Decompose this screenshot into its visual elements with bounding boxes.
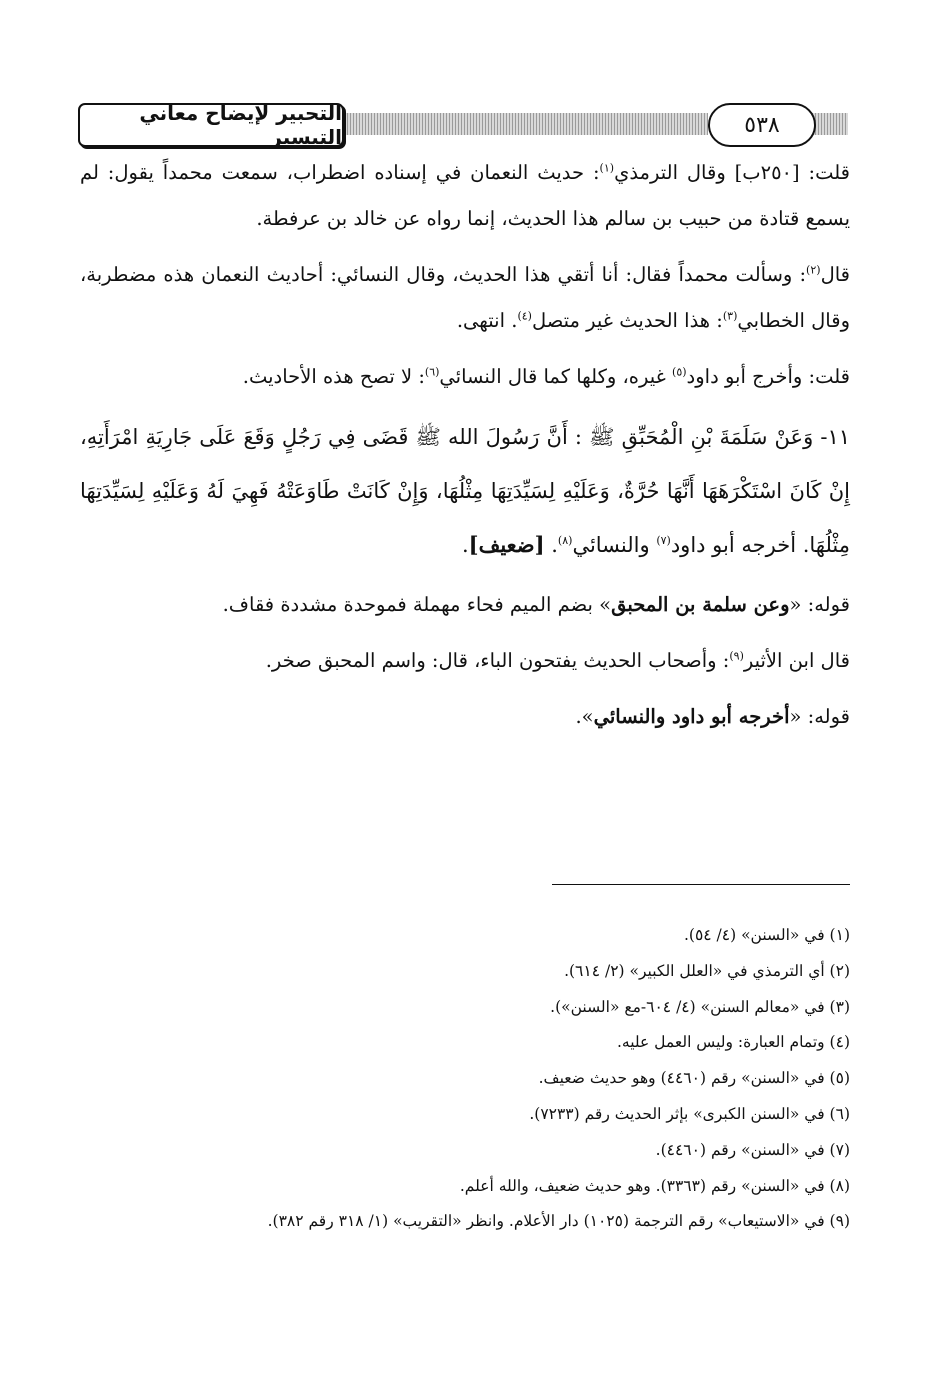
text-span: » بضم الميم فحاء مهملة فموحدة مشددة فقاف. xyxy=(222,593,612,616)
footnote-ref: (١) xyxy=(599,161,615,175)
footnote-6: (٦) في «السنن الكبرى» بإثر الحديث رقم (٧٢٣٣). xyxy=(529,1104,850,1123)
hadith-text: ١١- وَعَنْ سَلَمَةَ بْنِ الْمُحَبِّقِ ﷺ : أَنَّ رَسُولَ الله ﷺ قَضَى فِي رَجُلٍ وَقَعَ عَلَى جَارِيَةِ امْرَأَتِهِ، إِنْ كَانَ اسْتَكْرَهَهَا أَنَّهَا حُرَّةٌ، وَعَلَيْهِ لِسَيِّدَتِهَا مِثْلُهَا، وَإِنْ كَانَتْ طَاوَعَتْهُ فَهِيَ لَهُ وَعَلَيْهِ لِسَيِّدَتِهَا مِثْلُهَا. أخرجه أبو داود xyxy=(80,425,850,557)
text-span: : هذا الحديث غير متصل xyxy=(531,309,723,332)
quoted-phrase: أخرجه أبو داود والنسائي xyxy=(593,705,790,728)
footnote-3: (٣) في «معالم السنن» (٤/ ٦٠٤-مع «السنن»). xyxy=(550,997,850,1016)
paragraph-tirmidhi xyxy=(80,150,850,242)
quoted-phrase: وعن سلمة بن المحبق xyxy=(611,593,790,616)
text-span: قلت: [٢٥٠ب] وقال الترمذي xyxy=(614,161,850,184)
paragraph-khattabi xyxy=(80,252,850,344)
text-span: . انتهى. xyxy=(456,309,518,332)
footnote-separator xyxy=(552,884,850,885)
header-decorative-band xyxy=(338,113,708,135)
footnote-7: (٧) في «السنن» رقم (٤٤٦٠). xyxy=(655,1140,850,1159)
text-span: : لا تصح هذه الأحاديث. xyxy=(242,365,425,388)
footnote-9: (٩) في «الاستيعاب» رقم الترجمة (١٠٢٥) دار الأعلام. وانظر «التقريب» (١/ ٣١٨ رقم ٣٨٢). xyxy=(267,1212,850,1231)
footnote-4: (٤) وتمام العبارة: وليس العمل عليه. xyxy=(616,1033,850,1052)
footnote-ref: (٦) xyxy=(424,365,440,379)
text-span: والنسائي xyxy=(572,533,657,557)
text-span: . xyxy=(544,533,558,557)
text-span: . xyxy=(461,533,469,557)
text-span: قلت: وأخرج أبو داود xyxy=(686,365,850,388)
footnote-2: (٢) أي الترمذي في «العلل الكبير» (٢/ ٦١٤). xyxy=(564,961,850,980)
footnote-ref: (٧) xyxy=(656,534,671,547)
text-span: غيره، وكلها كما قال النسائي xyxy=(439,365,673,388)
main-text xyxy=(80,150,850,740)
text-span: قال ابن الأثير xyxy=(743,649,850,672)
hadith-11 xyxy=(80,410,850,572)
footnote-ref: (٨) xyxy=(557,534,573,547)
page-header xyxy=(78,103,848,149)
commentary-1 xyxy=(80,582,850,628)
footnote-8: (٨) في «السنن» رقم (٣٣٦٣). وهو حديث ضعيف، والله أعلم. xyxy=(459,1176,850,1195)
footnote-ref: (٥) xyxy=(672,365,687,379)
paragraph-abu-dawud xyxy=(80,354,850,400)
footnote-ref: (٢) xyxy=(806,263,821,277)
text-span: ». xyxy=(575,705,594,728)
running-title: التحبير لإيضاح معاني التيسير xyxy=(78,103,344,147)
footnote-1: (١) في «السنن» (٤/ ٥٤). xyxy=(683,926,850,944)
footnote-ref: (٣) xyxy=(722,309,738,323)
text-span: : حديث النعمان في إسناده اضطراب، سمعت محمداً يقول: لم يسمع قتادة من حبيب بن سالم هذا الحديث، إنما رواه عن خالد بن عرفطة. xyxy=(80,161,850,230)
text-span: قال xyxy=(820,263,850,286)
text-span: : وأصحاب الحديث يفتحون الباء، قال: واسم المحبق صخر. xyxy=(265,649,730,672)
hadith-grade: [ضعيف] xyxy=(468,532,545,557)
text-span: قوله: « xyxy=(789,705,850,728)
header-decorative-band-end xyxy=(812,113,848,135)
page-number: ٥٣٨ xyxy=(708,103,816,147)
footnote-ref: (٤) xyxy=(517,309,532,323)
footnote-5: (٥) في «السنن» رقم (٤٤٦٠) وهو حديث ضعيف. xyxy=(538,1069,850,1088)
text-span: : وسألت محمداً فقال: أنا أتقي هذا الحديث، وقال النسائي: أحاديث النعمان هذه مضطربة، وقال الخطابي xyxy=(80,263,850,332)
commentary-3 xyxy=(80,694,850,740)
footnotes xyxy=(80,918,850,1240)
text-span: قوله: « xyxy=(789,593,850,616)
footnote-ref: (٩) xyxy=(729,649,744,663)
commentary-2 xyxy=(80,638,850,684)
